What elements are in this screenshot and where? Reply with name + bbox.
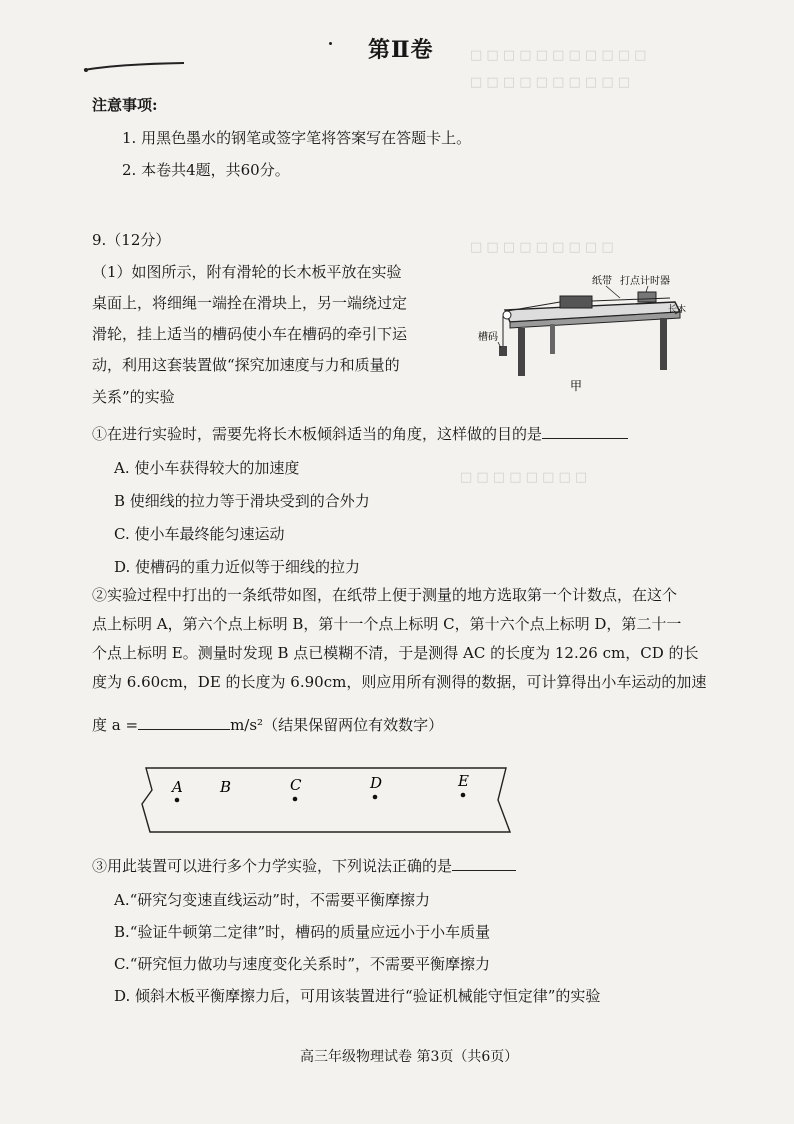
pulley	[503, 311, 511, 319]
q3-stem-text: ③用此装置可以进行多个力学实验，下列说法正确的是	[92, 857, 453, 875]
part1-text-line: （1）如图所示，附有滑轮的长木板平放在实验	[92, 263, 402, 281]
answer-blank[interactable]	[452, 855, 516, 871]
q2-text-line: 个点上标明 E。测量时发现 B 点已模糊不清，于是测得 AC 的长度为 12.26 cm，CD 的长	[92, 644, 699, 662]
pen-stroke-mark	[80, 58, 190, 76]
bleed-through-text: □ □ □ □ □ □ □ □ □ □ □	[470, 48, 647, 63]
answer-note: （结果保留两位有效数字）	[263, 716, 444, 734]
table-leg	[550, 324, 555, 354]
option-a: A. 使小车获得较大的加速度	[114, 459, 300, 477]
q2-text-line: 点上标明 A，第六个点上标明 B，第十一个点上标明 C，第十六个点上标明 D，第二十一	[92, 615, 682, 633]
option-c: C. 使小车最终能匀速运动	[114, 525, 285, 543]
q3-stem	[92, 855, 516, 876]
question-number: 9.（12分）	[92, 231, 171, 249]
table-leg	[660, 318, 667, 370]
tape-dot	[461, 793, 466, 798]
bleed-through-text: □ □ □ □ □ □ □ □ □	[470, 240, 614, 255]
tape-outline	[142, 768, 510, 832]
bleed-through-text: □ □ □ □ □ □ □ □	[460, 470, 588, 485]
figure-caption: 甲	[570, 379, 583, 393]
tape-dot	[293, 797, 298, 802]
label-timer: 打点计时器	[620, 276, 670, 287]
page-title: 第Ⅱ卷	[368, 37, 434, 63]
tape-label-d: D	[370, 774, 383, 792]
q2-answer-line	[92, 714, 443, 735]
tape-label-c: C	[290, 776, 302, 794]
ink-dot	[329, 42, 332, 45]
option-b: B 使细线的拉力等于滑块受到的合外力	[114, 492, 370, 510]
paper-tape-figure	[138, 760, 518, 842]
option-d: D. 倾斜木板平衡摩擦力后，可用该装置进行“验证机械能守恒定律”的实验	[114, 987, 601, 1005]
label-board: 长木	[668, 305, 687, 315]
tape-label-e: E	[458, 772, 469, 790]
q1-stem	[92, 423, 628, 444]
page-footer: 高三年级物理试卷 第3页（共6页）	[300, 1049, 519, 1065]
answer-unit: m/s²	[230, 716, 264, 734]
option-b: B.“验证牛顿第二定律”时，槽码的质量应远小于小车质量	[114, 923, 491, 941]
q1-stem-text: ①在进行实验时，需要先将长木板倾斜适当的角度，这样做的目的是	[92, 425, 543, 443]
answer-blank[interactable]	[542, 423, 628, 439]
cart-block	[560, 296, 592, 308]
part1-text-line: 关系”的实验	[92, 388, 175, 406]
option-d: D. 使槽码的重力近似等于细线的拉力	[114, 558, 361, 576]
acceleration-answer-blank[interactable]	[138, 714, 230, 730]
part1-text-line: 动，利用这套装置做“探究加速度与力和质量的	[92, 356, 400, 374]
part1-text-line: 桌面上，将细绳一端拴在滑块上，另一端绕过定	[92, 294, 408, 312]
apparatus-figure	[470, 268, 700, 398]
tape-label-b: B	[220, 778, 232, 796]
paper-tape-line	[592, 298, 670, 301]
q2-text-line: ②实验过程中打出的一条纸带如图，在纸带上便于测量的地方选取第一个计数点，在这个	[92, 586, 678, 604]
tape-label-a: A	[172, 778, 183, 796]
tape-dot	[175, 798, 180, 803]
note-item: 2. 本卷共4题，共60分。	[122, 161, 290, 179]
timer-device	[638, 292, 656, 302]
answer-prefix: 度 a =	[92, 716, 139, 734]
weight-block	[499, 346, 507, 356]
option-a: A.“研究匀变速直线运动”时，不需要平衡摩擦力	[114, 891, 430, 909]
q2-text-line: 度为 6.60cm，DE 的长度为 6.90cm，则应用所有测得的数据，可计算得出小车运动的加速	[92, 673, 707, 691]
tape-dot	[373, 795, 378, 800]
label-paper-tape: 纸带	[592, 276, 612, 287]
label-weight: 槽码	[478, 332, 498, 343]
part1-text-line: 滑轮，挂上适当的槽码使小车在槽码的牵引下运	[92, 325, 408, 343]
bleed-through-text: □ □ □ □ □ □ □ □ □ □	[470, 75, 631, 90]
note-item: 1. 用黑色墨水的钢笔或签字笔将答案写在答题卡上。	[122, 129, 472, 147]
option-c: C.“研究恒力做功与速度变化关系时”，不需要平衡摩擦力	[114, 955, 491, 973]
notes-heading: 注意事项:	[92, 96, 158, 114]
table-leg	[518, 328, 525, 376]
